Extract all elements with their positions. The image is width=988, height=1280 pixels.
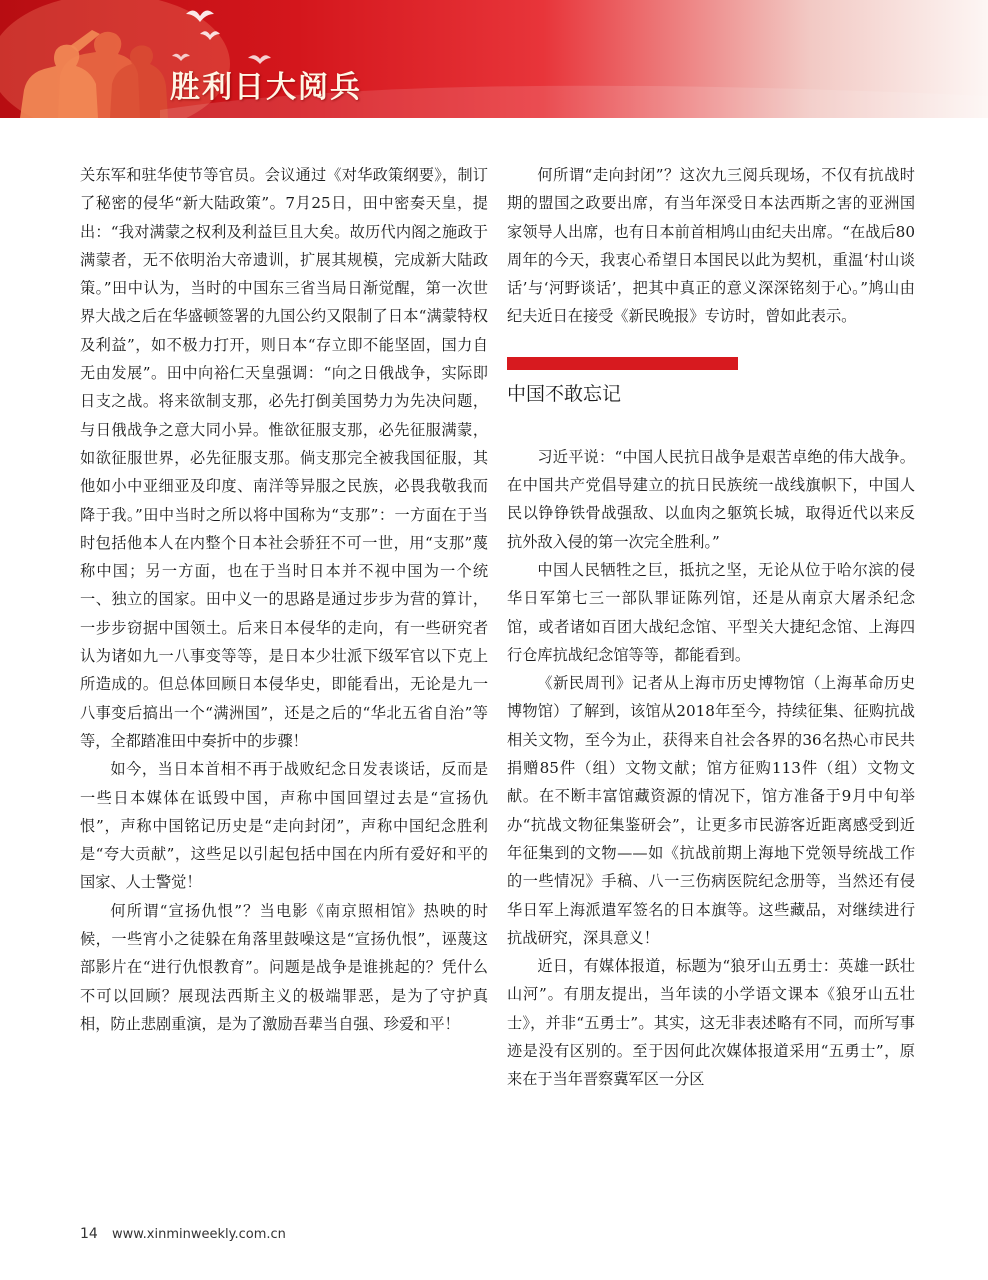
section-heading: 中国不敢忘记 bbox=[507, 382, 622, 405]
header-banner bbox=[0, 0, 988, 118]
website-url: www.xinminweekly.com.cn bbox=[111, 1227, 286, 1242]
page-number: 14 bbox=[80, 1226, 98, 1242]
body-paragraph: 关东军和驻华使节等官员。会议通过《对华政策纲要》，制订了秘密的侵华“新大陆政策”。7月25日，田中密奏天皇，提出：“我对满蒙之权利及利益巨且大矣。故历代内阁之施政于满蒙者，无不依明治大帝遗训，扩展其规模，完成新大陆政策。”田中认为，当时的中国东三省当局日渐觉醒，第一次世界大战之后在华盛顿签署的九国公约又限制了日本“满蒙特权及利益”，如不极力打开，则日本“存立即不能坚固，国力自无由发展”。田中向裕仁天皇强调：“向之日俄战争，实际即日支之战。将来欲制支那，必先打倒美国势力为先决问题，与日俄战争之意大同小异。惟欲征服支那，必先征服满蒙，如欲征服世界，必先征服支那。倘支那完全被我国征服，其他如小中亚细亚及印度、南洋等异服之民族，必畏我敬我而降于我。”田中当时之所以将中国称为“支那”：一方面在于当时包括他本人在内整个日本社会骄狂不可一世，用“支那”蔑称中国；另一方面，也在于当时日本并不视中国为一个统一、独立的国家。田中义一的思路是通过步步为营的算计，一步步窃据中国领土。后来日本侵华的走向，有一些研究者认为诸如九一八事变等等，是日本少壮派下级军官以下克上所造成的。但总体回顾日本侵华史，即能看出，无论是九一八事变后搞出一个“满洲国”，还是之后的“华北五省自治”等等，全都踏准田中奏折中的步骤！ bbox=[80, 166, 488, 750]
body-paragraph: 中国人民牺牲之巨，抵抗之坚，无论从位于哈尔滨的侵华日军第七三一部队罪证陈列馆，还是从南京大屠杀纪念馆，或者诸如百团大战纪念馆、平型关大捷纪念馆、上海四行仓库抗战纪念馆等等，都能看到。 bbox=[507, 560, 915, 664]
body-paragraph: 如今，当日本首相不再于战败纪念日发表谈话，反而是一些日本媒体在诋毁中国，声称中国回望过去是“宣扬仇恨”，声称中国铭记历史是“走向封闭”，声称中国纪念胜利是“夸大贡献”，这些足以引起包括中国在内所有爱好和平的国家、人士警觉！ bbox=[80, 760, 488, 892]
body-paragraph: 近日，有媒体报道，标题为“狼牙山五勇士：英雄一跃壮山河”。有朋友提出，当年读的小学语文课本《狼牙山五壮士》，并非“五勇士”。其实，这无非表述略有不同，而所写事迹是没有区别的。至于因何此次媒体报道采用“五勇士”，原来在于当年晋察冀军区一分区 bbox=[507, 957, 915, 1089]
body-paragraph: 《新民周刊》记者从上海市历史博物馆（上海革命历史博物馆）了解到，该馆从2018年至今，持续征集、征购抗战相关文物，至今为止，获得来自社会各界的36名热心市民共捐赠85件（组）文物文献；馆方征购113件（组）文物文献。在不断丰富馆藏资源的情况下，馆方准备于9月中旬举办“抗战文物征集鉴研会”，让更多市民游客近距离感受到近年征集到的文物——如《抗战前期上海地下党领导统战工作的一些情况》手稿、八一三伤病医院纪念册等，当然还有侵华日军上海派遣军签名的日本旗等。这些藏品，对继续进行抗战研究，深具意义！ bbox=[507, 674, 915, 947]
soldiers-salute-illustration bbox=[0, 0, 988, 118]
page-title: 胜利日大阅兵 bbox=[170, 70, 362, 105]
body-paragraph: 何所谓“走向封闭”？这次九三阅兵现场，不仅有抗战时期的盟国之政要出席，有当年深受日本法西斯之害的亚洲国家领导人出席，也有日本前首相鸠山由纪夫出席。“在战后80周年的今天，我衷心希望日本国民以此为契机，重温‘村山谈话’与‘河野谈话’，把其中真正的意义深深铭刻于心。”鸠山由纪夫近日在接受《新民晚报》专访时，曾如此表示。 bbox=[507, 166, 915, 326]
body-paragraph: 何所谓“宣扬仇恨”？当电影《南京照相馆》热映的时候，一些宵小之徒躲在角落里鼓噪这是“宣扬仇恨”，诬蔑这部影片在“进行仇恨教育”。问题是战争是谁挑起的？凭什么不可以回顾？展现法西斯主义的极端罪恶，是为了守护真相，防止悲剧重演，是为了激励吾辈当自强、珍爱和平！ bbox=[80, 901, 488, 1033]
left-column bbox=[80, 161, 488, 1038]
section-divider-bar bbox=[507, 357, 738, 370]
right-column bbox=[507, 161, 915, 1094]
body-paragraph: 习近平说：“中国人民抗日战争是艰苦卓绝的伟大战争。在中国共产党倡导建立的抗日民族统一战线旗帜下，中国人民以铮铮铁骨战强敌、以血肉之躯筑长城，取得近代以来反抗外敌入侵的第一次完全胜利。” bbox=[507, 447, 915, 551]
section-spacer bbox=[507, 409, 915, 443]
page-footer bbox=[80, 1226, 286, 1242]
